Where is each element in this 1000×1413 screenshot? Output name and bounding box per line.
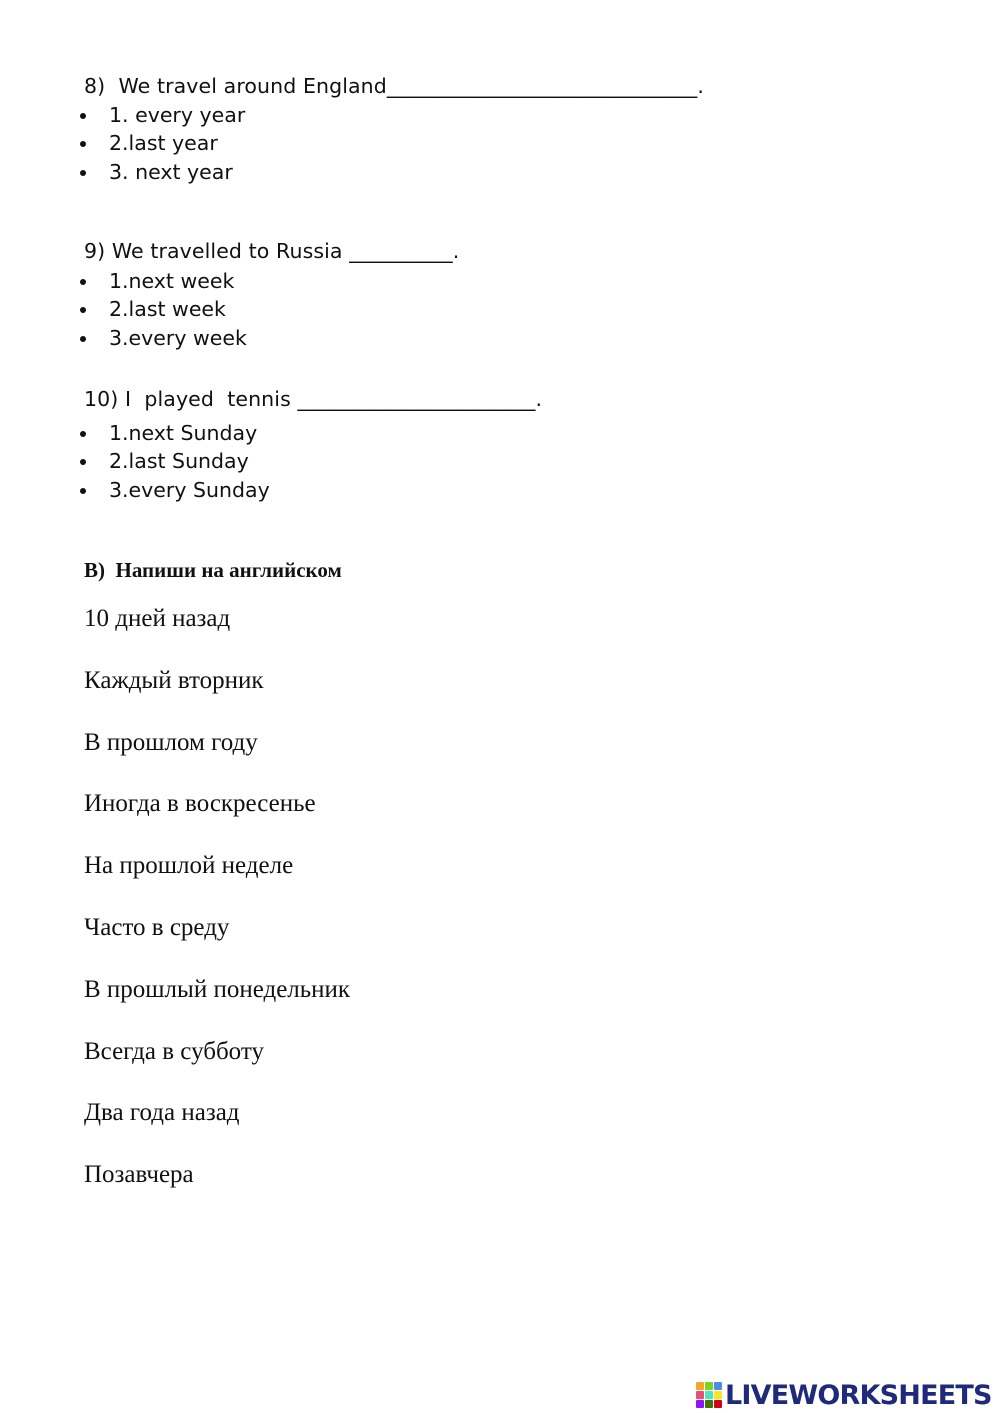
bullet-icon [80, 141, 86, 147]
question-9-prompt: 9) We travelled to Russia __________. [84, 239, 460, 263]
option-label: 1.next week [109, 269, 235, 293]
logo-square [705, 1391, 713, 1399]
phrase-item: Каждый вторник [84, 666, 264, 694]
option-label: 3.every week [109, 325, 247, 350]
option-label: 3.every Sunday [109, 477, 270, 502]
logo-square [696, 1382, 704, 1390]
bullet-icon [80, 459, 86, 465]
bullet-icon [80, 431, 86, 437]
phrase-item: Два года назад [84, 1099, 240, 1127]
phrase-item: Часто в среду [84, 913, 230, 941]
bullet-icon [80, 113, 86, 119]
liveworksheets-logo [696, 1378, 992, 1412]
logo-square [696, 1391, 704, 1399]
option-label: 2.last week [109, 297, 226, 322]
phrase-item: Позавчера [84, 1161, 194, 1189]
bullet-icon [80, 336, 86, 342]
option-label: 2.last Sunday [109, 449, 249, 474]
question-8-prompt: 8) We travel around England______________________________. [84, 74, 704, 98]
phrase-item: 10 дней назад [84, 605, 231, 632]
phrase-item: В прошлый понедельник [84, 975, 351, 1003]
phrase-item: На прошлой неделе [84, 852, 294, 880]
logo-square [714, 1382, 722, 1390]
phrase-item: В прошлом году [84, 728, 258, 756]
logo-square [714, 1391, 722, 1399]
section-b-title: B) Напиши на английском [84, 558, 342, 582]
logo-square [705, 1382, 713, 1390]
bullet-icon [80, 488, 86, 494]
logo-square [714, 1400, 722, 1408]
option-label: 1. every year [109, 103, 246, 127]
phrase-list [84, 603, 350, 1221]
phrase-item: Иногда в воскресенье [84, 790, 316, 818]
phrase-item: Всегда в субботу [84, 1037, 264, 1065]
bullet-icon [80, 170, 86, 176]
option-label: 1.next Sunday [109, 421, 258, 445]
logo-square [696, 1400, 704, 1408]
logo-grid-icon [696, 1382, 722, 1408]
question-10-prompt: 10) I played tennis _______________________. [84, 387, 543, 411]
bullet-icon [80, 279, 86, 285]
option-label: 2.last year [109, 131, 218, 156]
option-label: 3. next year [109, 159, 233, 184]
logo-text: LIVEWORKSHEETS [725, 1379, 992, 1411]
bullet-icon [80, 307, 86, 313]
logo-square [705, 1400, 713, 1408]
